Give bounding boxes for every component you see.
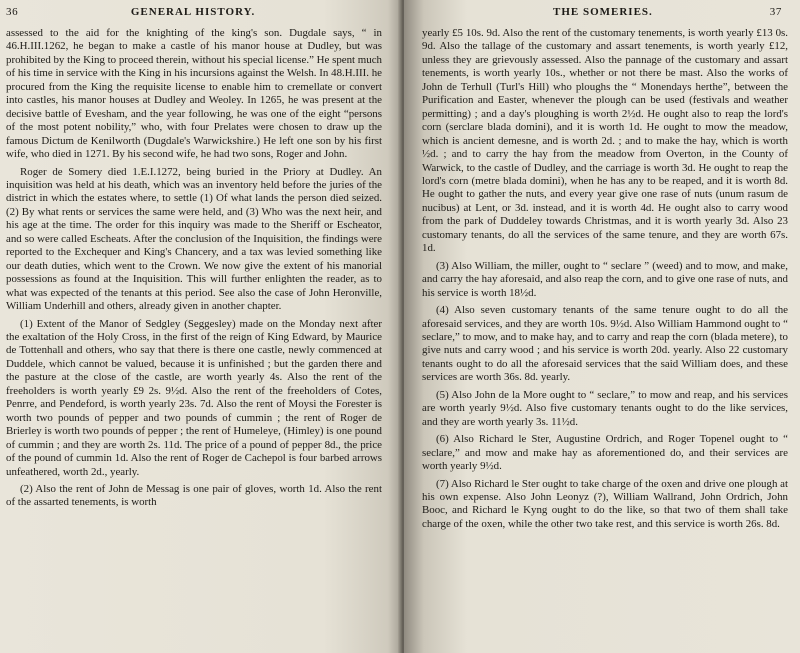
paragraph: (3) Also William, the miller, ought to “ seclare ” (weed) and to mow, and make, and carry the hay aforesaid, and also reap the corn, and to give one rase of nuts, and his service is worth 18½d. bbox=[422, 259, 788, 299]
paragraph: (1) Extent of the Manor of Sedgley (Seggesley) made on the Monday next after the exaltation of the Holy Cross, in the first of the reign of King Edward, by Maurice de Tottenhall and others, who say that there is there one castle, newly commenced at Duddele, which cannot be valued, because it is unfinished ; but the garden there and the pasture at the close of the castle, are worth yearly 4s. Also the rent of the freeholders is worth yearly £9 2s. 9½d. Also the rent of the freeholders of Cotes, Penrre, and Pendeford, is worth yearly 23s. 7d. Also the rent of Moysi the Forester is worth two pounds of pepper and two pounds of cummin ; the rent of Roger de Brierley is worth two pounds of pepper ; the rent of Humeleye, (Himley) is one pound of cummin ; and they are worth 2s. 11d. The price of a pound of pepper 8d., the price of the pound of cummin 1d. Also the rent of Roger de Cachepol is four barbed arrows unfeathered, worth 2d., yearly. bbox=[6, 317, 382, 478]
paragraph: Roger de Somery died 1.E.I.1272, being buried in the Priory at Dudley. An inquisition was held at his death, which was an inventory held before the juries of the district in which the estates where, to settle (1) Of what lands the person died seized. (2) By what rents or services the same were held, and (3) Who was the next heir, and his age at the time. The order for this inquiry was made to the Sheriff or Escheator, and so were called Escheats. After the conclusion of the Inquisition, the findings were reported to the Exchequer and King's Chancery, and a tax was levied something like our death duties, which went to the Crown. We now give the extent of his manorial possessions as found at the Inquisition. This will further enlighten the reader, as to what was expected of the tenants at this period. See also the case of John Heronville, William Underhill and others, already given in another chapter. bbox=[6, 165, 382, 313]
paragraph: yearly £5 10s. 9d. Also the rent of the customary tenements, is worth yearly £13 0s. 9d. Also the tallage of the customary and assart tenements, is worth yearly £12, unless they are grievously assessed. Also the pannage of the customary and assart tenements, is worth yearly 10s., whether or not there be mast. Also the works of John de Terhull (Turl's Hill) who ploughs the “ Monendays herthe”, between the Purification and Easter, whenever the plough can be used (festivals and weather permitting) ; and a day's ploughing is worth 2½d. He ought also to reap the lord's corn (serclare blada domini), and it is worth 1d. He ought to mow the meadow, which is ancient demesne, and is worth 2d. ; and to make the hay, which is worth ½d. ; and to carry the hay from the meadow from Overton, in the County of Warwick, to the castle of Dudley, and the carriage is worth 3d. He ought to reap the lord's corn (metre blada domini), when he has any to be reaped, and it is worth 8d. He ought to gather the nuts, and every year give one rase of nuts (unum rasum de nucibus) at Lent, or 3d. instead, and it is worth 4d. He ought also to carry wood from the park of Duddeley towards Christmas, and it is worth yearly 3d. Also 23 customary tenants, do all the services of the same tenure, and they are worth 67s. 1d. bbox=[422, 27, 788, 255]
right-page bbox=[404, 0, 800, 653]
paragraph: (6) Also Richard le Ster, Augustine Ordrich, and Roger Topenel ought to “ seclare,” and mow and make hay as aforementioned do, and their services are worth yearly 9½d. bbox=[422, 433, 788, 473]
right-page-text bbox=[422, 27, 788, 531]
left-running-head: GENERAL HISTORY. bbox=[130, 6, 256, 18]
paragraph: (7) Also Richard le Ster ought to take charge of the oxen and drive one plough at his own expense. Also John Leonyz (?), William Wallrand, John Ordrich, John Booc, and Richard le Kyng ought to do the like, so that two of them shall take charge of the oxen, while the other two take rest, and this service is worth 26s. 8d. bbox=[422, 477, 788, 530]
left-page-header bbox=[6, 6, 382, 21]
paragraph: (4) Also seven customary tenants of the same tenure ought to do all the aforesaid services, and they are worth 10s. 9½d. Also William Hammond ought to “ seclare,” to mow, and to make hay, and to carry and reap the corn (blada metere), to give nuts and carry wood ; and his service is worth 20d. yearly. Also 22 customary tenants ought to do all the aforesaid services that the said William does, and these services are worth 36s. 8d. yearly. bbox=[422, 304, 788, 384]
left-page-number: 36 bbox=[6, 6, 19, 18]
right-page-number: 37 bbox=[769, 6, 782, 18]
left-page-text bbox=[6, 27, 382, 510]
right-running-head: THE SOMERIES. bbox=[552, 6, 653, 18]
paragraph: assessed to the aid for the knighting of the king's son. Dugdale says, “ in 46.H.III.1262, he began to make a castle of his manor house at Dudley, but was prohibited by the King to proceed therein, without his special license.” He spent much of his time in service with the King in his incursions against the Welsh. In 48.H.III. he procured from the King the requisite license to enable him to cremellate or convert into castles, his manor houses at Dudley and Weoley. In 1265, he was present at the decisive battle of Evesham, and the year following, he was one of the eight “persons of the most potent nobility,” who, with four Prelates were chosen to draw up the famous Dictum de Kenilworth (Dugdale's Warwickshire.) He left one son by his first wife, who died in 1271. By his second wife, he had two sons, Roger and John. bbox=[6, 27, 382, 161]
paragraph: (5) Also John de la More ought to “ seclare,” to mow and reap, and his services are worth yearly 9½d. Also five customary tenants ought to do the like services, and they are worth yearly 3s. 11½d. bbox=[422, 388, 788, 428]
right-page-header bbox=[422, 6, 782, 21]
paragraph: (2) Also the rent of John de Messag is one pair of gloves, worth 1d. Also the rent of the assarted tenements, is worth bbox=[6, 482, 382, 509]
